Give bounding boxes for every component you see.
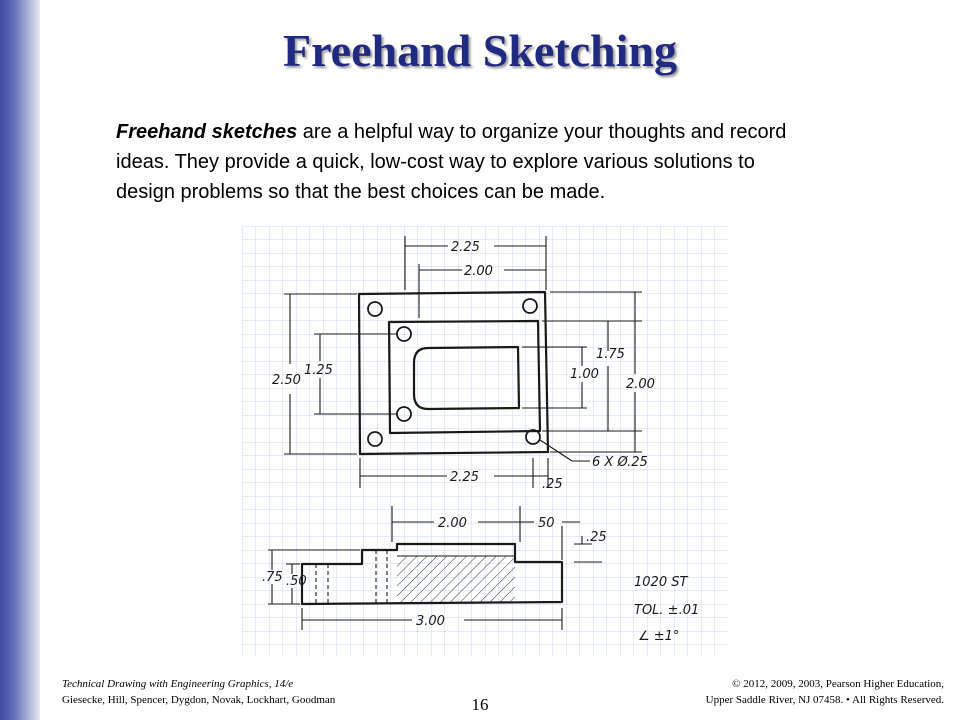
- dim-overall-height: 2.50: [272, 373, 301, 388]
- dim-section-lower: .50: [286, 574, 307, 589]
- dim-inner-width: 2.00: [464, 264, 493, 279]
- note-material: 1020 ST: [634, 575, 688, 590]
- note-tolerance: TOL. ±.01: [634, 603, 700, 618]
- dim-section-step: .25: [586, 530, 607, 545]
- dim-section-top: 2.00: [438, 516, 467, 531]
- hole-callout: 6 X Ø.25: [592, 455, 648, 470]
- dim-pocket-height: 1.75: [596, 347, 625, 362]
- dim-section-height: .75: [262, 570, 283, 585]
- slide-body-text: [116, 117, 816, 207]
- footer-copyright: [706, 676, 944, 708]
- dim-right-height: 2.00: [626, 377, 655, 392]
- sketch-drawing: [242, 226, 728, 656]
- side-gradient-bar: [0, 0, 40, 720]
- copyright-line-1: © 2012, 2009, 2003, Pearson Higher Education,: [732, 678, 944, 690]
- dim-section-top-right: 50: [538, 516, 555, 531]
- copyright-line-2: Upper Saddle River, NJ 07458. • All Rights Reserved.: [705, 694, 944, 706]
- dim-bottom-offset: .25: [542, 477, 563, 492]
- section-hatch: [397, 556, 515, 602]
- dim-hole-spacing: 1.25: [304, 363, 333, 378]
- dim-bottom-width: 2.25: [450, 470, 479, 485]
- slide-title: Freehand Sketching: [282, 25, 678, 76]
- footer-authors: Giesecke, Hill, Spencer, Dygdon, Novak, Lockhart, Goodman: [62, 694, 336, 706]
- body-emphasis: Freehand sketches: [116, 121, 298, 143]
- footer-book-title: Technical Drawing with Engineering Graphics, 14/e: [62, 678, 294, 690]
- dim-section-width: 3.00: [416, 614, 445, 629]
- footer-book-info: [62, 676, 335, 708]
- dim-overall-width: 2.25: [451, 240, 480, 255]
- dim-pocket-inner: 1.00: [570, 367, 599, 382]
- body-rest: are a helpful way to organize your thoughts and record ideas. They provide a quick, low-cost way to explore various solutions to design problems so that the best choices can be made.: [116, 121, 787, 203]
- note-angle: ∠ ±1°: [638, 629, 680, 644]
- page-number: 16: [471, 695, 489, 714]
